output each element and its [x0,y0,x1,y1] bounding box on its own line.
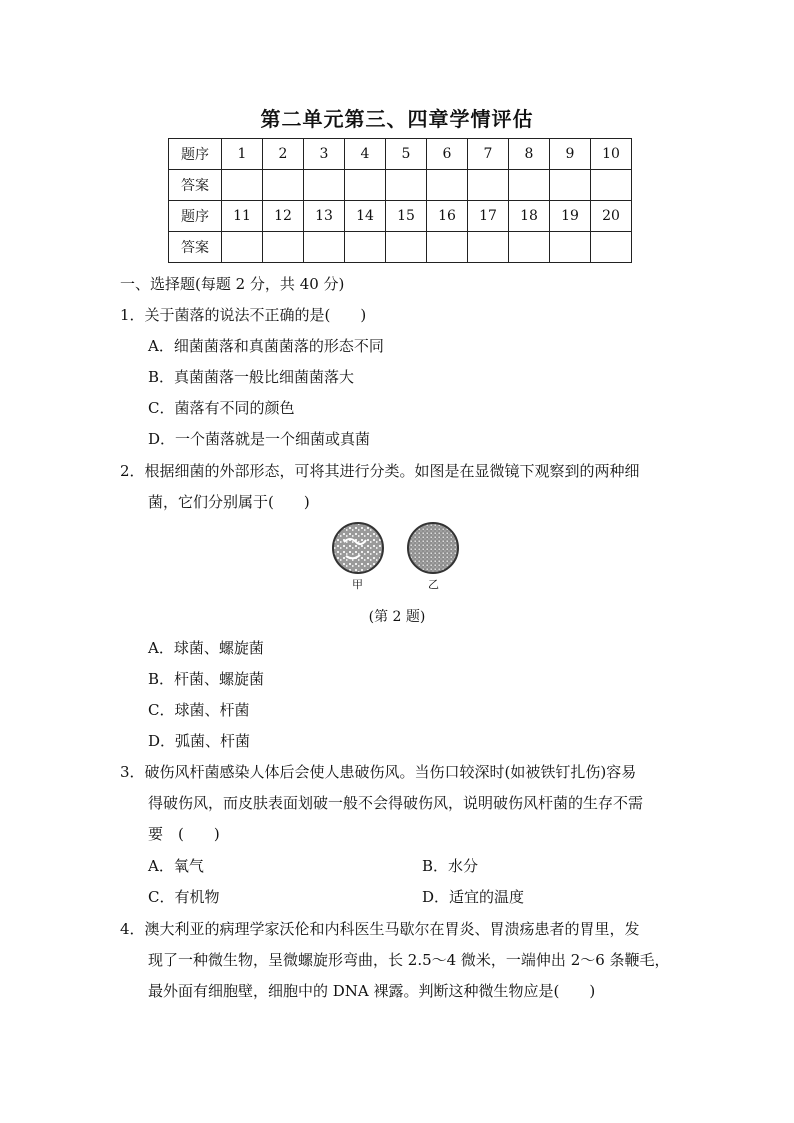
answer-table-cell: 15 [386,201,427,232]
answer-table-cell [509,232,550,263]
answer-table-row [169,170,632,201]
answer-table-cell: 19 [550,201,591,232]
answer-table-cell: 4 [345,139,386,170]
question-3-stem-line3: 要 ( ) [148,825,220,843]
answer-table-cell [427,232,468,263]
q2-option-a: A．球菌、螺旋菌 [148,639,264,657]
page-title: 第二单元第三、四章学情评估 [260,107,534,131]
q1-option-d: D．一个菌落就是一个细菌或真菌 [148,430,371,448]
question-2-stem-line1: 2．根据细菌的外部形态，可将其进行分类。如图是在显微镜下观察到的两种细 [120,462,640,480]
question-1-stem: 1．关于菌落的说法不正确的是( ) [120,306,367,324]
answer-table-cell [345,232,386,263]
q2-option-b: B．杆菌、螺旋菌 [148,670,265,688]
figure-label-jia: 甲 [352,578,363,591]
q3-option-d: D．适宜的温度 [422,888,525,906]
question-4-stem-line1: 4．澳大利亚的病理学家沃伦和内科医生马歇尔在胃炎、胃溃疡患者的胃里，发 [120,920,640,938]
answer-table-cell: 9 [550,139,591,170]
answer-table-cell: 7 [468,139,509,170]
answer-table-cell [222,232,263,263]
answer-table-cell [468,232,509,263]
answer-table-cell: 8 [509,139,550,170]
answer-table-row [169,139,632,170]
question-2-stem-line2: 菌，它们分别属于( ) [148,493,310,511]
answer-table-cell: 14 [345,201,386,232]
answer-table-cell [304,232,345,263]
question-4-stem-line3: 最外面有细胞壁，细胞中的 DNA 裸露。判断这种微生物应是( ) [148,982,596,1000]
answer-table-cell [304,170,345,201]
answer-table-cell [591,170,632,201]
q1-option-c: C．菌落有不同的颜色 [148,399,295,417]
answer-table-row [169,201,632,232]
bacteria-a-image [333,523,383,573]
answer-table-row-label: 答案 [169,170,222,201]
figure-caption: (第 2 题) [368,609,426,625]
q3-option-c: C．有机物 [148,888,220,906]
answer-table-cell [222,170,263,201]
answer-table-cell [591,232,632,263]
answer-table-cell [386,232,427,263]
q1-option-a: A．细菌菌落和真菌菌落的形态不同 [148,337,384,355]
answer-table-cell: 5 [386,139,427,170]
answer-table-cell: 2 [263,139,304,170]
answer-table-cell [509,170,550,201]
answer-table-row-label: 题序 [169,201,222,232]
question-4-stem-line2: 现了一种微生物，呈微螺旋形弯曲，长 2.5～4 微米，一端伸出 2～6 条鞭毛， [148,951,670,969]
answer-table-cell: 11 [222,201,263,232]
answer-table-cell [263,232,304,263]
answer-table-cell: 13 [304,201,345,232]
figure-label-yi: 乙 [428,578,439,591]
answer-table-row [169,232,632,263]
answer-table-cell: 17 [468,201,509,232]
answer-table-cell: 20 [591,201,632,232]
q2-option-d: D．弧菌、杆菌 [148,732,251,750]
answer-table-cell: 10 [591,139,632,170]
answer-table-cell: 6 [427,139,468,170]
bacteria-figure [330,520,470,590]
answer-table-cell: 12 [263,201,304,232]
q3-option-a: A．氧气 [148,857,204,875]
answer-table-cell [427,170,468,201]
answer-table-row-label: 答案 [169,232,222,263]
answer-table-cell [550,232,591,263]
question-3-stem-line1: 3．破伤风杆菌感染人体后会使人患破伤风。当伤口较深时(如被铁钉扎伤)容易 [120,763,637,781]
answer-table-cell [263,170,304,201]
answer-table-cell [468,170,509,201]
answer-table-cell: 16 [427,201,468,232]
answer-table [168,138,632,263]
question-3-stem-line2: 得破伤风，而皮肤表面划破一般不会得破伤风，说明破伤风杆菌的生存不需 [148,794,644,812]
answer-table-cell: 18 [509,201,550,232]
bacteria-b-image [408,523,458,573]
answer-table-row-label: 题序 [169,139,222,170]
answer-table-cell [386,170,427,201]
section-heading: 一、选择题(每题 2 分，共 40 分) [120,275,345,293]
answer-table-cell: 3 [304,139,345,170]
q3-option-b: B．水分 [422,857,479,875]
q1-option-b: B．真菌菌落一般比细菌菌落大 [148,368,355,386]
answer-table-cell: 1 [222,139,263,170]
answer-table-cell [345,170,386,201]
answer-table-cell [550,170,591,201]
q2-option-c: C．球菌、杆菌 [148,701,250,719]
